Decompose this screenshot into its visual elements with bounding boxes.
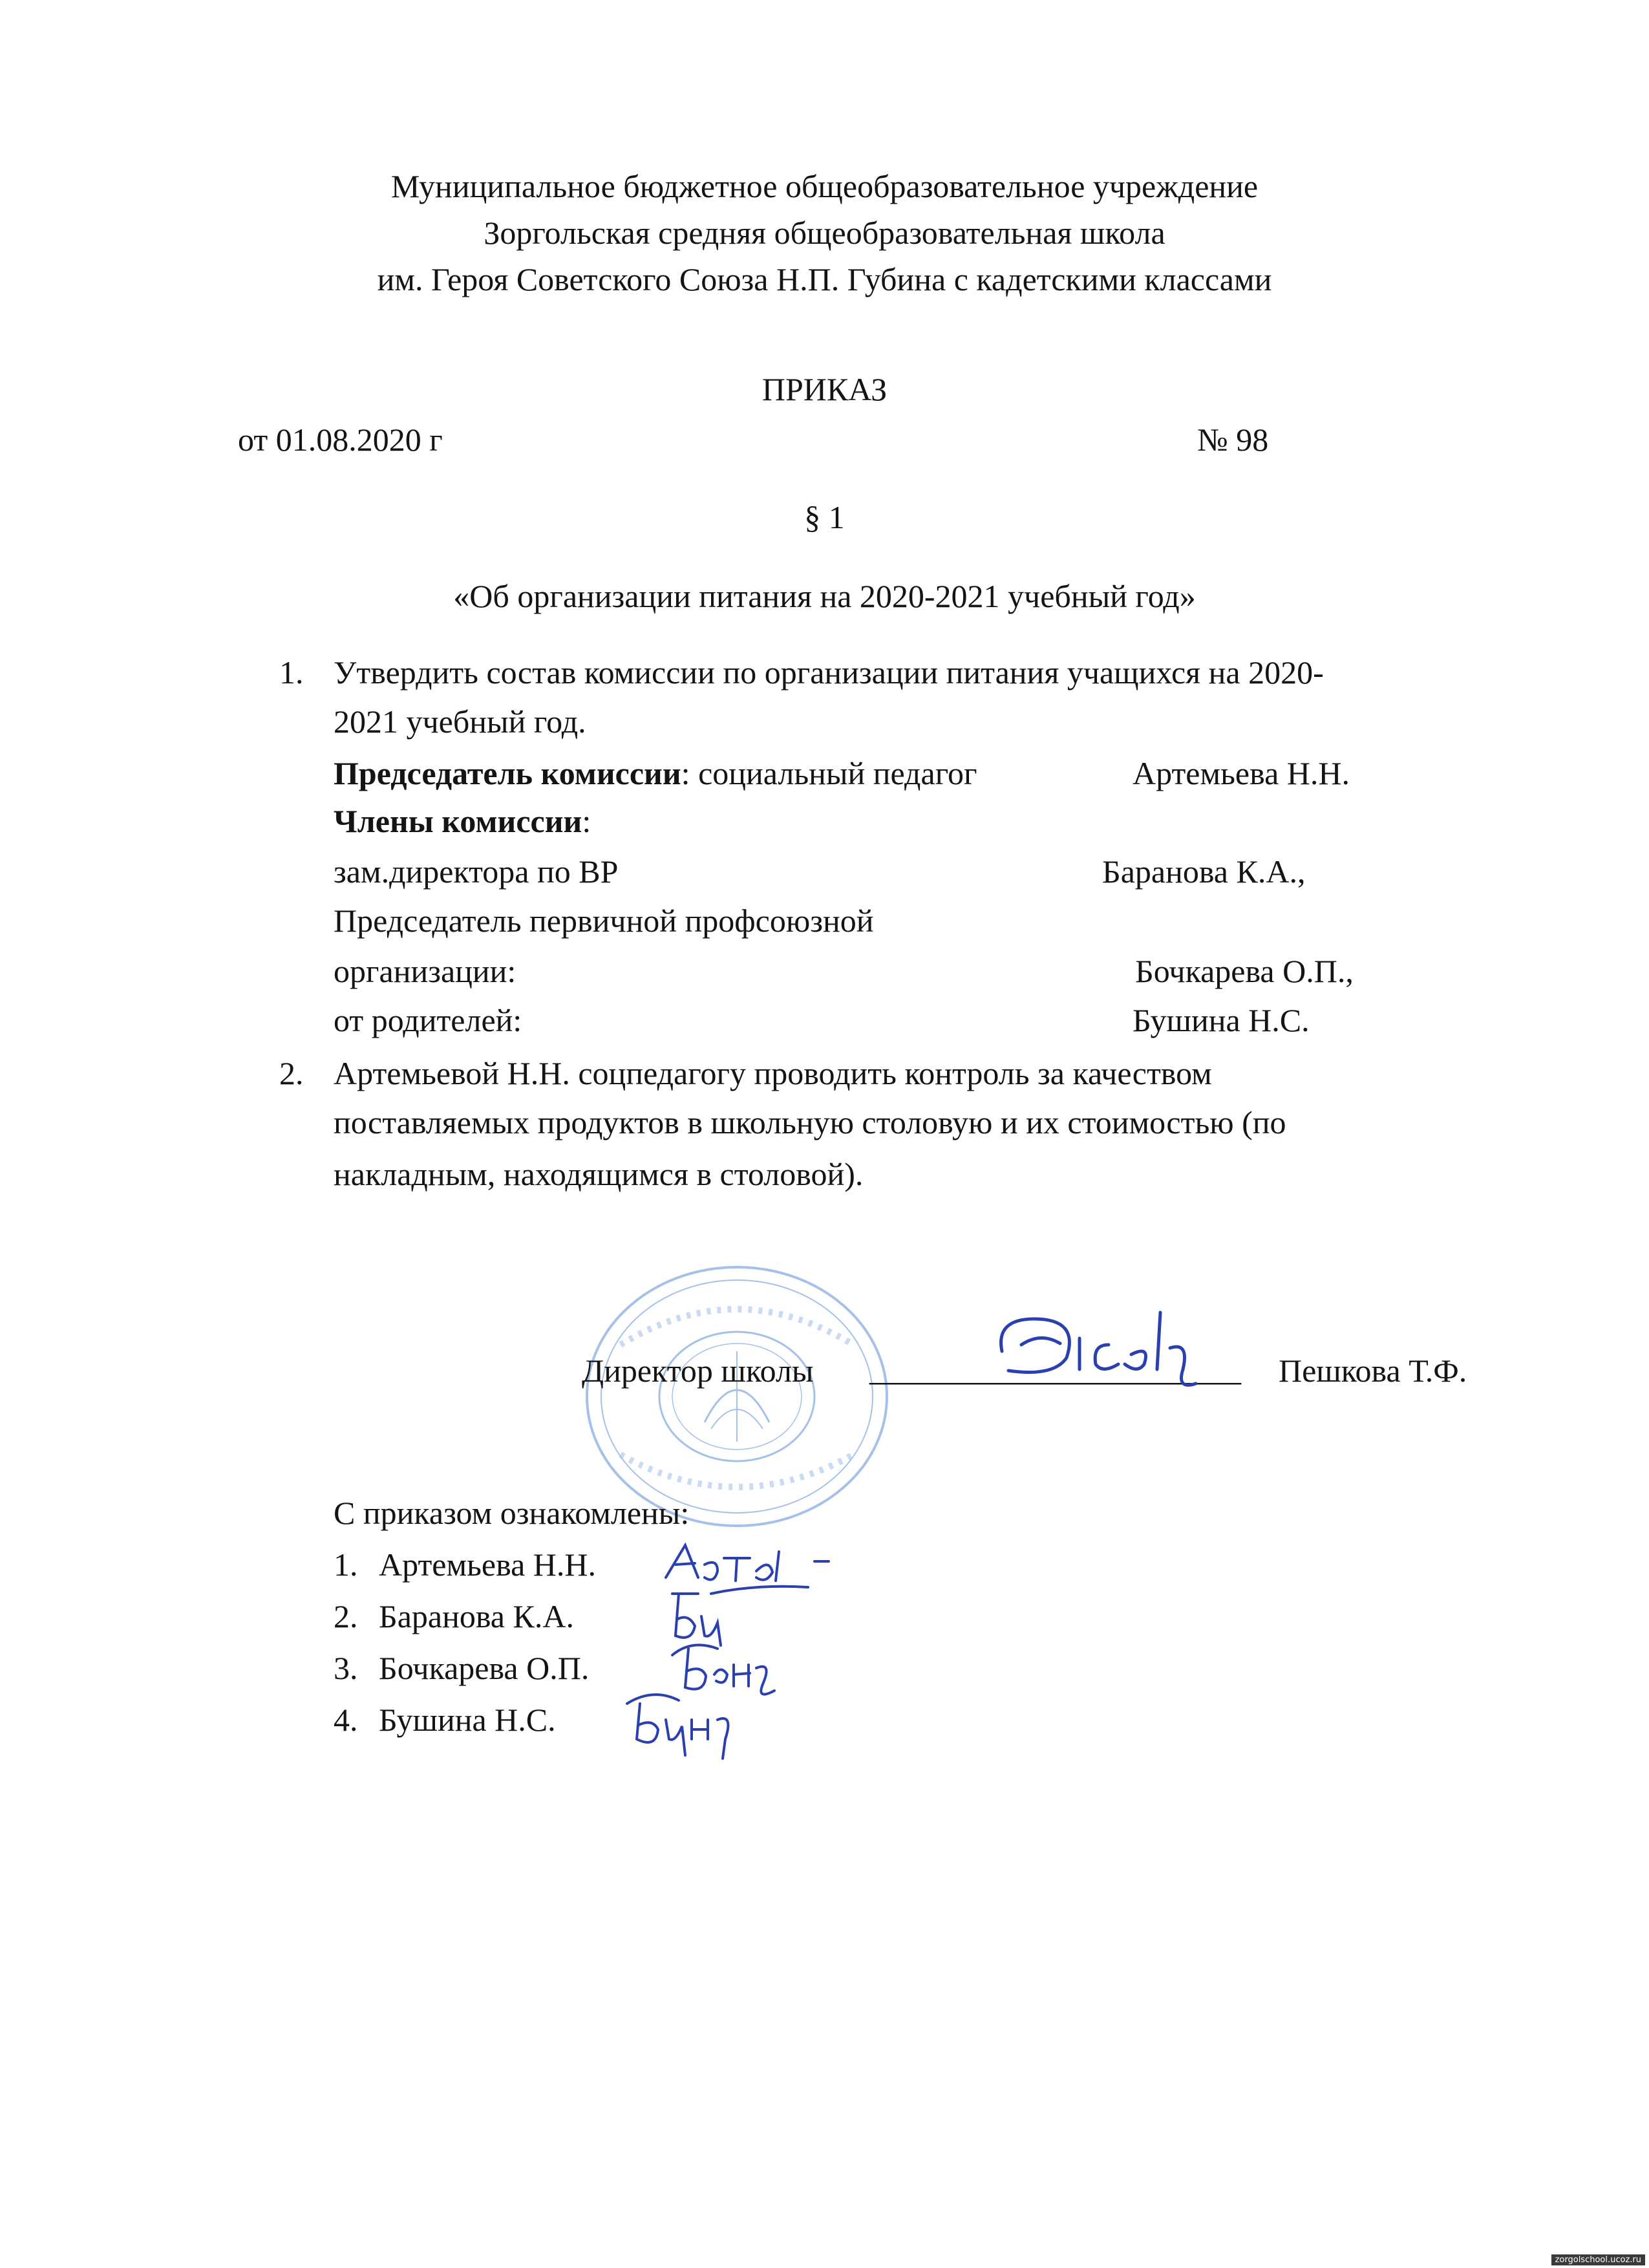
item-1-number: 1.	[279, 654, 304, 690]
acquainted-4-name: Бушина Н.С.	[379, 1702, 556, 1738]
director-name: Пешкова Т.Ф.	[1279, 1353, 1467, 1389]
commission-members-heading	[334, 802, 591, 840]
order-paragraph: § 1	[804, 499, 845, 535]
bushina-signature	[621, 1687, 750, 1765]
members-colon: :	[582, 803, 591, 839]
acquainted-2-name: Баранова К.А.	[379, 1598, 574, 1634]
org-name-line2: Зоргольская средняя общеобразовательная школа	[484, 215, 1165, 251]
director-handwritten-signature	[983, 1293, 1254, 1396]
signature-line: _______________________	[869, 1351, 1241, 1387]
commission-chair	[334, 754, 977, 793]
acquainted-2-number: 2.	[334, 1598, 358, 1634]
website-watermark: zorgolschool.ucoz.ru	[1551, 2254, 1645, 2265]
item-1-line2: 2021 учебный год.	[334, 703, 586, 740]
org-name-line1: Муниципальное бюджетное общеобразовательное учреждение	[390, 168, 1259, 204]
acquainted-1-name: Артемьева Н.Н.	[379, 1546, 596, 1583]
acquainted-3-name: Бочкарева О.П.	[379, 1650, 590, 1686]
member-2-role-line1: Председатель первичной профсоюзной	[334, 903, 874, 939]
chair-name: Артемьева Н.Н.	[1133, 755, 1350, 791]
order-date: от 01.08.2020 г	[238, 422, 443, 458]
member-2-name: Бочкарева О.П.,	[1135, 953, 1354, 989]
chair-label: Председатель комиссии	[334, 755, 681, 791]
acquainted-heading: С приказом ознакомлены:	[334, 1495, 690, 1531]
acquainted-4-number: 4.	[334, 1702, 358, 1738]
order-title: ПРИКАЗ	[761, 371, 888, 407]
org-name-line3: им. Героя Советского Союза Н.П. Губина с кадетскими классами	[377, 261, 1272, 297]
item-2-number: 2.	[279, 1055, 304, 1091]
member-1-name: Баранова К.А.,	[1102, 853, 1306, 890]
director-title: Директор школы	[582, 1353, 814, 1389]
acquainted-3-number: 3.	[334, 1650, 358, 1686]
school-seal-stamp	[582, 1261, 905, 1532]
item-2-line1: Артемьевой Н.Н. соцпедагогу проводить контроль за качеством	[334, 1055, 1212, 1091]
members-label: Члены комиссии	[334, 803, 582, 839]
member-3-name: Бушина Н.С.	[1133, 1002, 1310, 1038]
member-2-role-line2: организации:	[334, 953, 516, 989]
member-1-role: зам.директора по ВР	[334, 853, 619, 890]
item-2-line2: поставляемых продуктов в школьную столовую и их стоимостью (по	[334, 1104, 1286, 1140]
chair-role: : социальный педагог	[681, 755, 977, 791]
order-number: № 98	[1197, 422, 1269, 458]
item-2-line3: накладным, находящимся в столовой).	[334, 1156, 864, 1192]
order-subject: «Об организации питания на 2020-2021 учебный год»	[453, 578, 1196, 614]
item-1-line1: Утвердить состав комиссии по организации питания учащихся на 2020-	[334, 654, 1324, 690]
member-3-role: от родителей:	[334, 1002, 522, 1038]
acquainted-1-number: 1.	[334, 1546, 358, 1583]
